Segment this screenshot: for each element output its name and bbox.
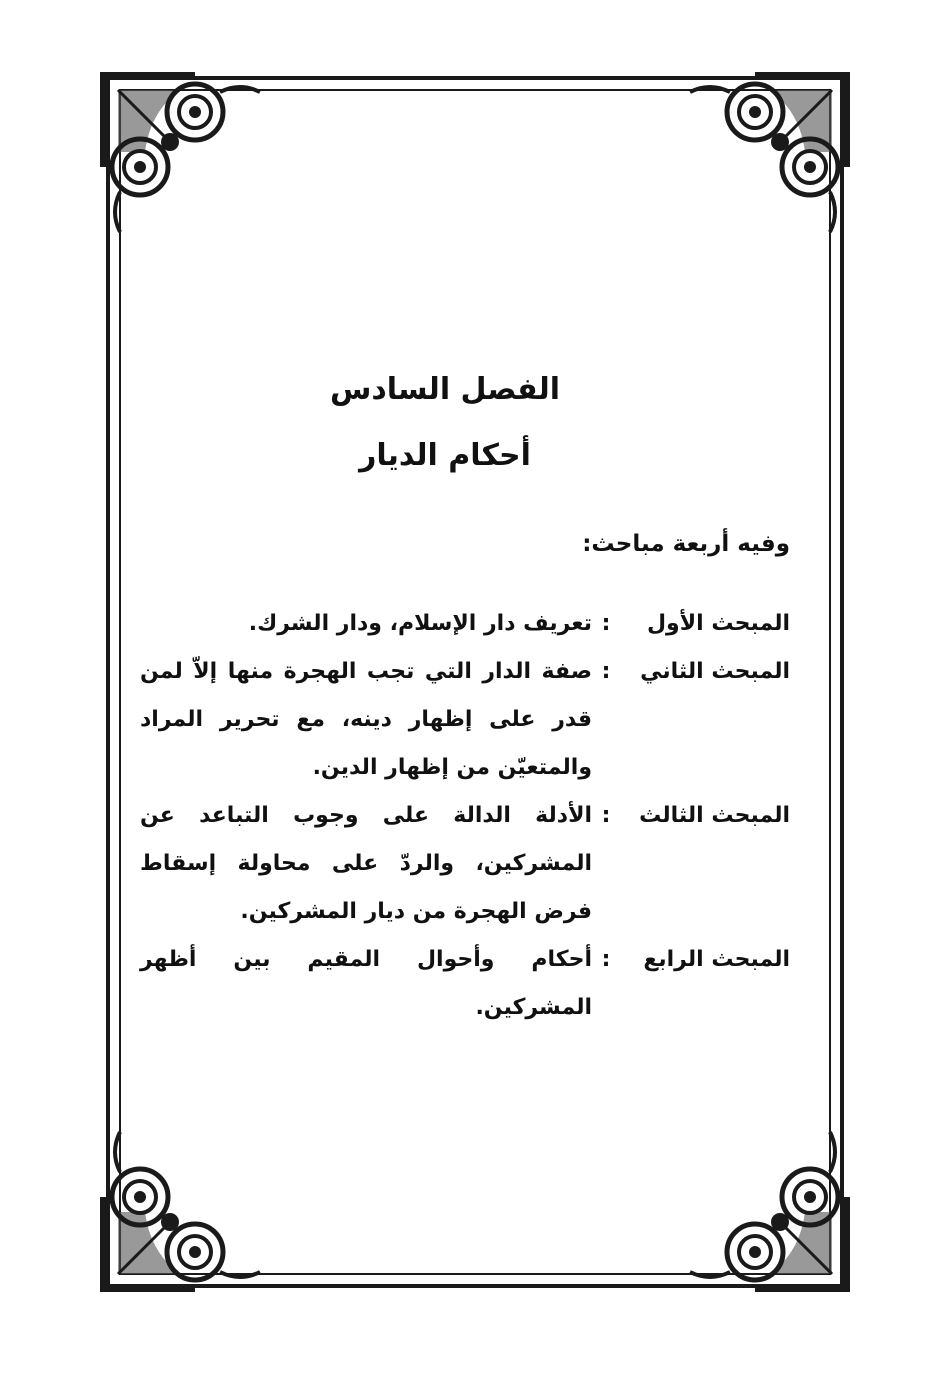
section-separator: : bbox=[601, 611, 611, 636]
section-item bbox=[140, 936, 790, 1032]
chapter-number-title: الفصل السادس bbox=[329, 372, 561, 407]
section-label: المبحث الرابع bbox=[643, 947, 790, 972]
chapter-subject-title: أحكام الديار bbox=[359, 438, 531, 473]
section-text: الأدلة الدالة على وجوب التباعد عن المشركين، والردّ على محاولة إسقاط فرض الهجرة من ديار المشركين. bbox=[140, 803, 592, 924]
section-text: صفة الدار التي تجب الهجرة منها إلاّ لمن قدر على إظهار دينه، مع تحرير المراد والمتعيّن من إظهار الدين. bbox=[140, 659, 592, 780]
section-label: المبحث الأول bbox=[646, 611, 790, 636]
section-label: المبحث الثالث bbox=[639, 803, 790, 828]
section-text: تعريف دار الإسلام، ودار الشرك. bbox=[248, 611, 592, 636]
section-text: أحكام وأحوال المقيم بين أظهر المشركين. bbox=[140, 947, 592, 1020]
section-separator: : bbox=[601, 659, 611, 684]
chapter-content bbox=[140, 360, 790, 1032]
section-label: المبحث الثاني bbox=[640, 659, 790, 684]
section-item bbox=[140, 648, 790, 792]
sections-list bbox=[140, 600, 790, 1032]
section-item bbox=[140, 600, 790, 648]
section-item bbox=[140, 792, 790, 936]
section-separator: : bbox=[601, 803, 611, 828]
section-separator: : bbox=[601, 947, 611, 972]
intro-text: وفيه أربعة مباحث: bbox=[582, 531, 790, 557]
